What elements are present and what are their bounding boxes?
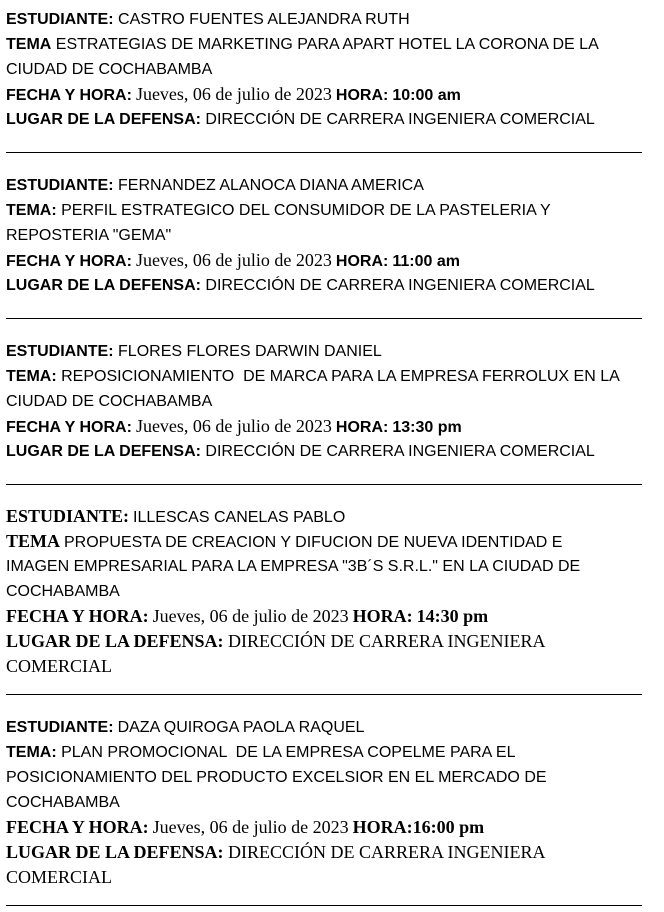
location-line [6, 439, 658, 464]
date-value: Jueves, 06 de julio de 2023 [135, 84, 332, 104]
topic-text-line: ESTRATEGIAS DE MARKETING PARA APART HOTEL LA CORONA DE LA [55, 36, 599, 53]
location-label: LUGAR DE LA DEFENSA: [6, 277, 201, 294]
location-line [6, 629, 658, 654]
time-value: 13:30 pm [392, 419, 462, 436]
separator-line [6, 484, 642, 485]
defense-entry-3 [6, 339, 658, 464]
student-line [6, 715, 658, 740]
date-time-line [6, 604, 658, 629]
student-label: ESTUDIANTE: [6, 177, 114, 194]
student-name: FLORES FLORES DARWIN DANIEL [118, 343, 382, 360]
date-time-line [6, 82, 658, 107]
date-time-label: FECHA Y HORA: [6, 606, 149, 626]
topic-line [6, 57, 658, 82]
location-value-line: DIRECCIÓN DE CARRERA INGENIERA [228, 631, 546, 651]
student-label: ESTUDIANTE: [6, 506, 130, 526]
time-value: 11:00 am [392, 253, 460, 270]
date-value: Jueves, 06 de julio de 2023 [152, 606, 349, 626]
time-label: HORA: [335, 419, 389, 436]
date-time-line [6, 248, 658, 273]
topic-text-line: POSICIONAMIENTO DEL PRODUCTO EXCELSIOR EN EL MERCADO DE [6, 769, 547, 786]
topic-text-line: COCHABAMBA [6, 794, 120, 811]
time-label: HORA: [335, 253, 389, 270]
location-value-line: DIRECCIÓN DE CARRERA INGENIERA [228, 842, 546, 862]
student-label: ESTUDIANTE: [6, 11, 114, 28]
student-label: ESTUDIANTE: [6, 343, 114, 360]
topic-line [6, 790, 658, 815]
student-name: FERNANDEZ ALANOCA DIANA AMERICA [118, 177, 424, 194]
student-name: ILLESCAS CANELAS PABLO [133, 509, 346, 526]
topic-text-line: IMAGEN EMPRESARIAL PARA LA EMPRESA "3B´S S.R.L." EN LA CIUDAD DE [6, 558, 581, 575]
topic-label: TEMA [6, 36, 52, 53]
topic-text-line: COCHABAMBA [6, 583, 120, 600]
separator-line [6, 152, 642, 153]
location-value-line: COMERCIAL [6, 656, 113, 676]
location-line [6, 273, 658, 298]
date-time-label: FECHA Y HORA: [6, 253, 132, 270]
topic-line [6, 364, 658, 389]
location-label: LUGAR DE LA DEFENSA: [6, 631, 224, 651]
date-value: Jueves, 06 de julio de 2023 [135, 416, 332, 436]
time-label: HORA: [335, 87, 389, 104]
student-name: CASTRO FUENTES ALEJANDRA RUTH [118, 11, 410, 28]
topic-label: TEMA [6, 531, 60, 551]
separator-line [6, 905, 642, 906]
topic-text-line: REPOSTERIA "GEMA" [6, 227, 172, 244]
topic-line [6, 740, 658, 765]
date-value: Jueves, 06 de julio de 2023 [152, 817, 349, 837]
time-value: 16:00 pm [412, 817, 485, 837]
topic-label: TEMA: [6, 744, 57, 761]
topic-line [6, 579, 658, 604]
date-time-line [6, 815, 658, 840]
location-value-line: COMERCIAL [6, 867, 113, 887]
topic-line [6, 389, 658, 414]
defense-entry-4 [6, 504, 658, 679]
location-line [6, 865, 658, 890]
date-time-line [6, 414, 658, 439]
defense-entry-5 [6, 715, 658, 890]
topic-text-line: CIUDAD DE COCHABAMBA [6, 393, 213, 410]
student-line [6, 339, 658, 364]
topic-line [6, 223, 658, 248]
separator-line [6, 694, 642, 695]
location-value: DIRECCIÓN DE CARRERA INGENIERA COMERCIAL [205, 111, 595, 128]
location-line [6, 840, 658, 865]
date-time-label: FECHA Y HORA: [6, 817, 149, 837]
topic-text-line: PROPUESTA DE CREACION Y DIFUCION DE NUEVA IDENTIDAD E [64, 534, 563, 551]
topic-text-line: PERFIL ESTRATEGICO DEL CONSUMIDOR DE LA PASTELERIA Y [61, 202, 551, 219]
location-line [6, 107, 658, 132]
time-value: 14:30 pm [416, 606, 489, 626]
date-time-label: FECHA Y HORA: [6, 419, 132, 436]
topic-label: TEMA: [6, 368, 57, 385]
separator-line [6, 318, 642, 319]
location-value: DIRECCIÓN DE CARRERA INGENIERA COMERCIAL [205, 443, 595, 460]
topic-label: TEMA: [6, 202, 57, 219]
time-value: 10:00 am [392, 87, 461, 104]
topic-line [6, 554, 658, 579]
student-name: DAZA QUIROGA PAOLA RAQUEL [117, 719, 365, 736]
student-label: ESTUDIANTE: [6, 719, 114, 736]
location-label: LUGAR DE LA DEFENSA: [6, 111, 201, 128]
student-line [6, 173, 658, 198]
topic-line [6, 32, 658, 57]
time-label: HORA: [352, 817, 413, 837]
location-value: DIRECCIÓN DE CARRERA INGENIERA COMERCIAL [205, 277, 595, 294]
defense-entry-2 [6, 173, 658, 298]
topic-line [6, 529, 658, 554]
topic-line [6, 198, 658, 223]
date-value: Jueves, 06 de julio de 2023 [135, 250, 332, 270]
topic-line [6, 765, 658, 790]
student-line [6, 7, 658, 32]
topic-text-line: CIUDAD DE COCHABAMBA [6, 61, 213, 78]
location-line [6, 654, 658, 679]
location-label: LUGAR DE LA DEFENSA: [6, 842, 224, 862]
topic-text-line: PLAN PROMOCIONAL DE LA EMPRESA COPELME PARA EL [61, 744, 516, 761]
location-label: LUGAR DE LA DEFENSA: [6, 443, 201, 460]
time-label: HORA: [352, 606, 413, 626]
date-time-label: FECHA Y HORA: [6, 87, 132, 104]
topic-text-line: REPOSICIONAMIENTO DE MARCA PARA LA EMPRESA FERROLUX EN LA [61, 368, 620, 385]
defense-entry-1 [6, 7, 658, 132]
student-line [6, 504, 658, 529]
